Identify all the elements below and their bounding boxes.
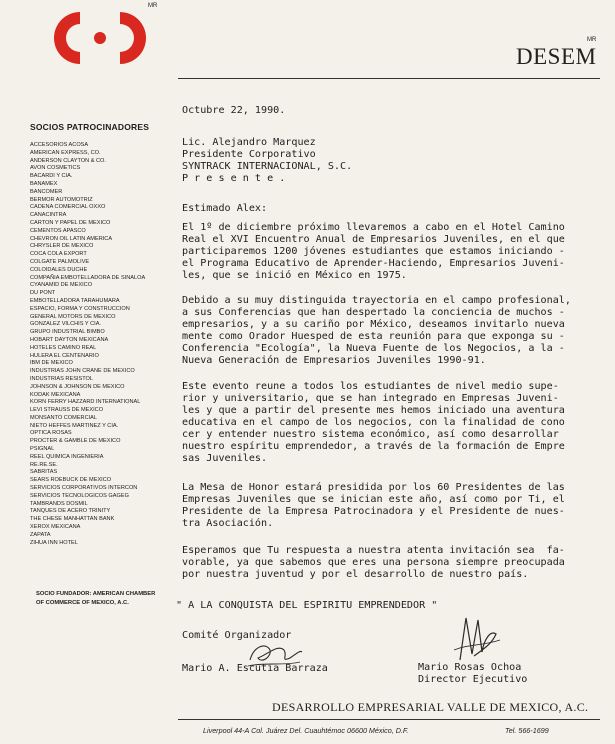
sponsor-item: GONZALEZ VILCHIS Y CIA. (30, 321, 101, 328)
sponsor-item: BANCOMER (30, 188, 63, 195)
recipient-line: P r e s e n t e . (182, 173, 286, 184)
sponsor-item: SEARS ROEBUCK DE MEXICO (30, 477, 112, 484)
logo-center-dot (94, 32, 106, 44)
sponsor-item: JOHNSON & JOHNSON DE MEXICO (30, 383, 125, 390)
sponsor-item: KORN FERRY HAZZARD INTERNATIONAL (30, 399, 141, 406)
recipient-line: Lic. Alejandro Marquez (182, 137, 316, 148)
recipient-line: SYNTRACK INTERNACIONAL, S.C. (182, 161, 353, 172)
text-line: El 1º de diciembre próximo llevaremos a cabo en el Hotel Camino (182, 222, 565, 233)
text-line: Empresas Juveniles que se inician este año, así como por Ti, el (182, 494, 565, 505)
text-line: Conferencia "Ecología", la Nueva Fuente de los Negocios, a la - (182, 343, 565, 354)
signature-escutia (244, 636, 304, 672)
footer-rule (178, 719, 600, 720)
text-line: cer y entender nuestro sistema económico, así como desarrollar (182, 429, 559, 440)
founder-line: SOCIO FUNDADOR: AMERICAN CHAMBER (36, 591, 156, 597)
organization-phone: Tel. 566-1699 (505, 726, 549, 735)
sponsor-item: GRUPO INDUSTRIAL BIMBO (30, 329, 105, 336)
paragraph-1 (182, 222, 602, 282)
organization-name: DESARROLLO EMPRESARIAL VALLE DE MEXICO, A.C. (272, 700, 589, 714)
sponsor-item: AMERICAN EXPRESS, CO. (30, 149, 101, 156)
founding-member (36, 590, 176, 608)
text-line: mente como Orador Huesped de esta reunión para que exponga su - (182, 331, 565, 342)
organization-address: Liverpool 44-A Col. Juárez Del. Cuauhtémoc 06600 México, D.F. (203, 726, 409, 735)
sponsor-item: THE CHESE MANHATTAN BANK (30, 516, 115, 523)
text-line: tra Asociación. (182, 518, 274, 529)
logo-registered-mark: MR (148, 3, 158, 9)
paragraph-3 (182, 381, 602, 465)
sponsor-item: CHRYSLER DE MEXICO (30, 243, 94, 250)
sponsor-item: INDUSTRIAS RESISTOL (30, 375, 93, 382)
sponsor-item: CEMENTOS APASCO (30, 227, 86, 234)
recipient-block (182, 137, 602, 185)
paragraph-5 (182, 545, 602, 581)
sponsor-item: AVON COSMETICS (30, 165, 81, 172)
committee-label: Comité Organizador (182, 630, 292, 641)
sponsor-item: COMPAÑIA EMBOTELLADORA DE SINALOA (30, 274, 146, 281)
sponsors-heading: SOCIOS PATROCINADORES (30, 122, 150, 132)
sponsor-item: BACARDI Y CIA. (30, 173, 73, 180)
paragraph-4 (182, 482, 602, 530)
logo-right-c (120, 12, 146, 64)
sponsor-item: COLGATE PALMOLIVE (30, 258, 90, 265)
sponsor-item: LEVI STRAUSS DE MEXICO (30, 407, 104, 414)
sponsor-item: COCA COLA EXPORT (30, 251, 87, 258)
sponsor-item: ANDERSON CLAYTON & CO. (30, 157, 106, 164)
sponsor-item: CANACINTRA (30, 212, 67, 219)
sponsor-item: DU PONT (30, 290, 56, 297)
sponsor-item: INDUSTRIAS JOHN CRANE DE MEXICO (30, 368, 135, 375)
text-line: vorable, ya que sabemos que eres una persona siempre preocupada (182, 557, 565, 568)
text-line: les, que se inició en México en 1975. (182, 270, 407, 281)
sponsor-item: OPTICA ROSAS (30, 430, 72, 437)
text-line: Esperamos que Tu respuesta a nuestra atenta invitación sea fa- (182, 545, 565, 556)
sponsor-item: HULERA EL CENTENARIO (30, 352, 99, 359)
text-line: el Programa Educativo de Aprender-Haciendo, Empresarios Juveni- (182, 258, 565, 269)
sponsor-item: CADENA COMERCIAL OXXO (30, 204, 106, 211)
text-line: nuestro espíritu emprendedor, a través de la formación de Empre (182, 441, 565, 452)
sponsor-item: ESPACIO, FORMA Y CONSTRUCCION (30, 305, 130, 312)
text-line: Real el XVI Encuentro Anual de Empresarios Juveniles, en el que (182, 234, 565, 245)
sponsors-sidebar (30, 122, 180, 547)
sponsor-item: REEL QUIMICA INGENIERIA (30, 453, 104, 460)
text-line: participaremos 1200 jóvenes estudiantes que estamos iniciando - (182, 246, 565, 257)
sponsor-item: HOTELES CAMINO REAL (30, 344, 97, 351)
sponsor-item: EMBOTELLADORA TARAHUMARA (30, 297, 120, 304)
brand-name: DESEM (516, 44, 597, 69)
sponsor-item: MONSANTO COMERCIAL (30, 414, 98, 421)
sponsor-item: SABRITAS (30, 469, 58, 476)
text-line: rior y universitario, que se han integrado en Empresas Juveni- (182, 393, 559, 404)
text-line: Este evento reune a todos los estudiantes de nivel medio supe- (182, 381, 559, 392)
signer-left-name: Mario A. Escutia Barraza (182, 663, 328, 674)
logo-left-c (54, 12, 80, 64)
sponsor-list (30, 142, 180, 547)
sponsor-item: CYANAMID DE MEXICO (30, 282, 93, 289)
text-line: Presidente de la Empresa Patrocinadora y el Presidente de nues- (182, 506, 565, 517)
sponsor-item: BANAMEX (30, 180, 58, 187)
signer-right-title: Director Ejecutivo (418, 674, 528, 685)
sponsor-item: XEROX MEXICANA (30, 524, 81, 531)
desem-logo (50, 8, 150, 68)
sponsor-item: TANQUES DE ACERO TRINITY (30, 508, 111, 515)
signer-right-name: Mario Rosas Ochoa (418, 662, 522, 673)
sponsor-item: GENERAL MOTORS DE MEXICO (30, 313, 116, 320)
sponsor-item: BERMOR AUTOMOTRIZ (30, 196, 93, 203)
sponsor-item: SERVICIOS CORPORATIVOS INTERCON (30, 485, 138, 492)
motto: " A LA CONQUISTA DEL ESPIRITU EMPRENDEDOR " (176, 600, 438, 611)
sponsor-item: RE.RE.SE. (30, 461, 58, 468)
text-line: Nueva Generación de Empresarios Juveniles 1990-91. (182, 355, 486, 366)
sponsor-item: KODAK MEXICANA (30, 391, 81, 398)
header-rule (178, 78, 600, 79)
sponsor-item: IBM DE MEXICO (30, 360, 73, 367)
paragraph-2 (182, 295, 602, 367)
sponsor-item: ZAPATA (30, 531, 51, 538)
text-line: sas Juveniles. (182, 453, 268, 464)
text-line: por nuestra juventud y por el desarrollo de nuestro país. (182, 569, 529, 580)
sponsor-item: SERVICIOS TECNOLOGICOS GAGEG (30, 492, 129, 499)
signature-rosas (452, 610, 502, 666)
sponsor-item: ACCESORIOS ACOSA (30, 142, 89, 148)
sponsor-item: NIETO HEFFES MARTINEZ Y CIA. (30, 422, 119, 429)
sponsor-item: HOBART DAYTON MEXICANA (30, 336, 109, 343)
text-line: empresarios, y a su cariño por México, deseamos invitarlo nueva (182, 319, 565, 330)
text-line: les y que a partir del presente mes hemos iniciado una aventura (182, 405, 565, 416)
text-line: a sus Conferencias que han despertado la conciencia de muchos - (182, 307, 565, 318)
recipient-line: Presidente Corporativo (182, 149, 316, 160)
sponsor-item: ZIHUA INN HOTEL (30, 539, 78, 546)
sponsor-item: CARTON Y PAPEL DE MEXICO (30, 219, 111, 226)
letter-date: Octubre 22, 1990. (182, 105, 286, 116)
sponsor-item: TAMBRANDS DOSMIL (30, 500, 88, 507)
sponsor-item: PROCTER & GAMBLE DE MEXICO (30, 438, 121, 445)
salutation: Estimado Alex: (182, 203, 268, 214)
sponsor-item: PSIGNAL (30, 446, 55, 453)
sponsor-item: COLOIDALES DUCHE (30, 266, 88, 273)
sponsor-item: CHEVRON OIL LATIN AMERICA (30, 235, 113, 242)
founder-line: OF COMMERCE OF MEXICO, A.C. (36, 600, 129, 606)
brand-registered-mark: MR (587, 37, 597, 43)
text-line: educativa en el campo de los negocios, con la finalidad de cono (182, 417, 565, 428)
text-line: La Mesa de Honor estará presidida por los 60 Presidentes de las (182, 482, 565, 493)
text-line: Debido a su muy distinguida trayectoria en el campo profesional, (182, 295, 571, 306)
